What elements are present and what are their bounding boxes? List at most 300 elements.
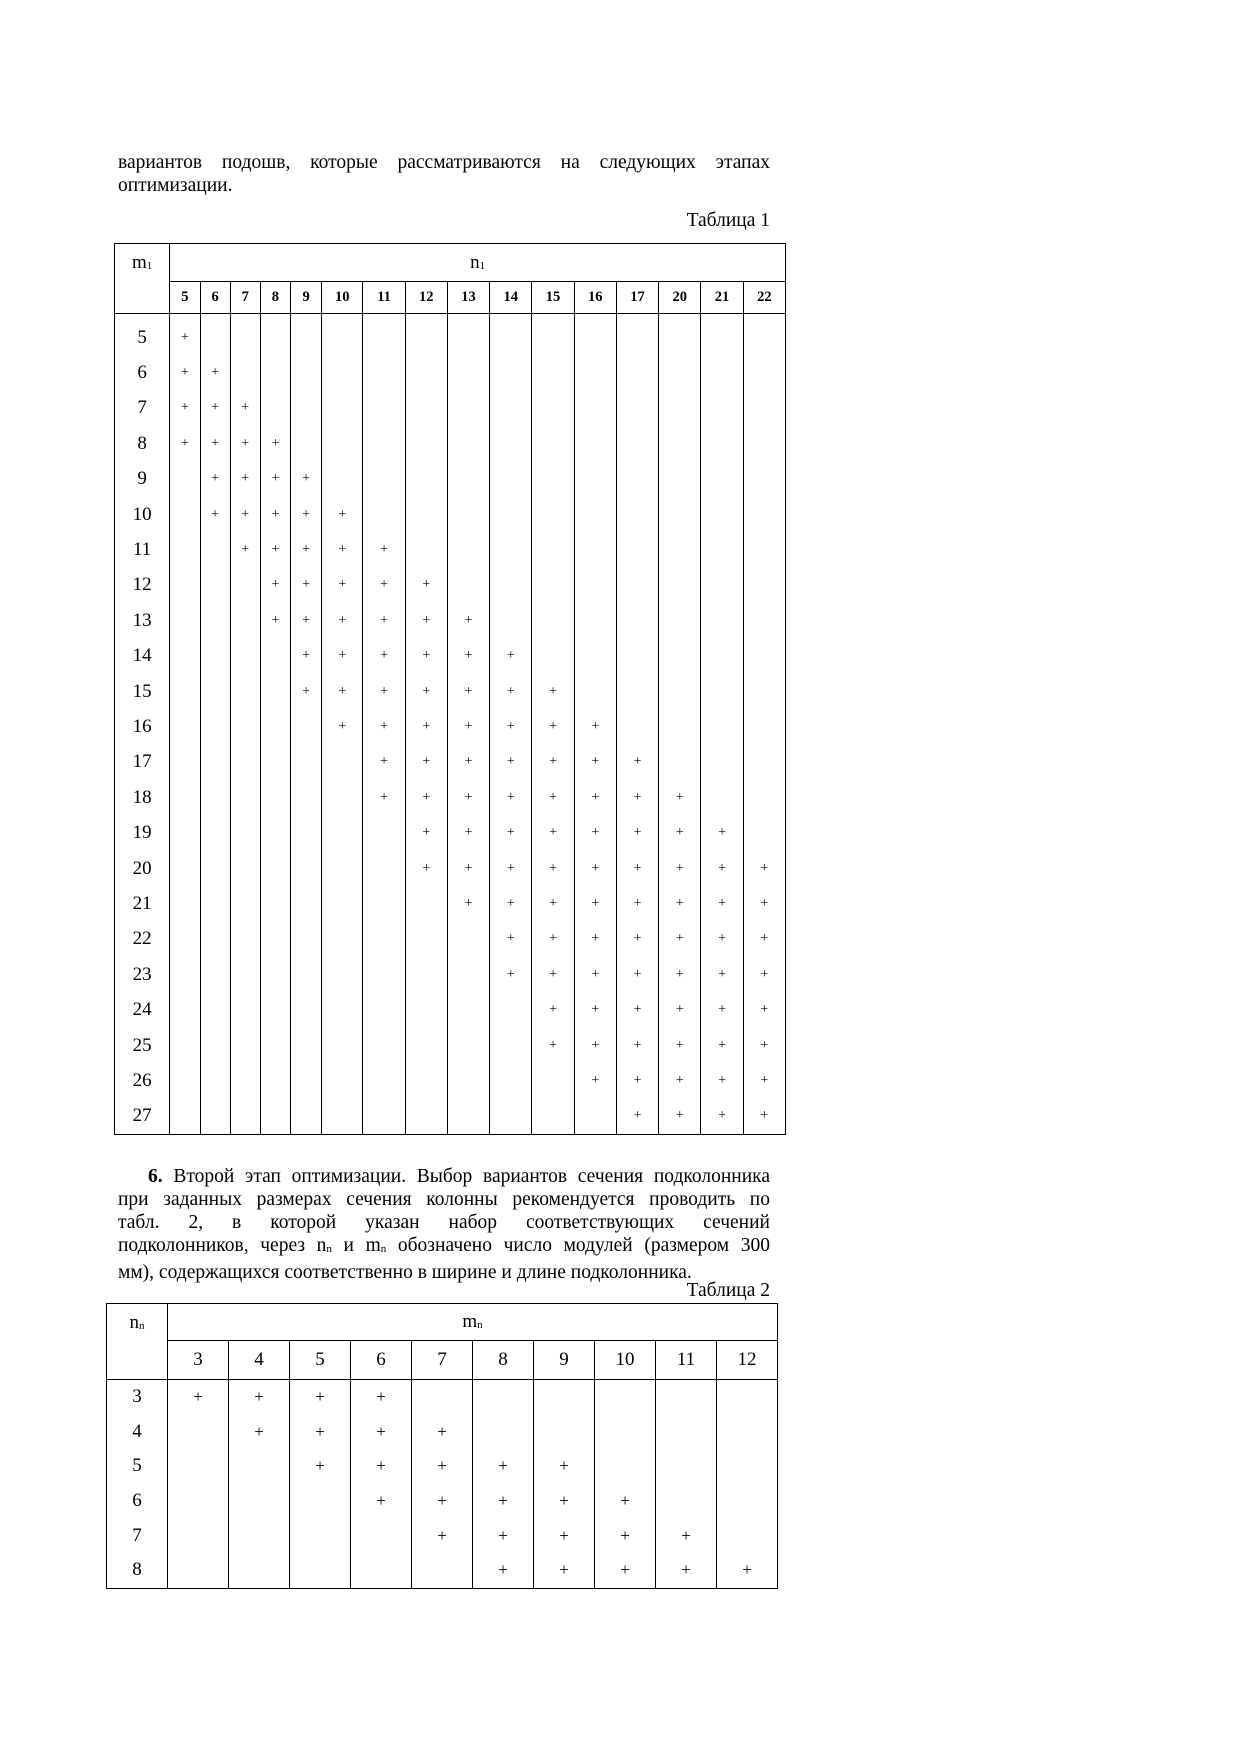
table2-cell: + bbox=[595, 1518, 656, 1553]
table1-cell bbox=[291, 391, 322, 426]
table1-cell bbox=[170, 780, 200, 815]
table1-row-label: 17 bbox=[115, 745, 170, 780]
table1-cell bbox=[260, 780, 290, 815]
table2-cell bbox=[717, 1518, 778, 1553]
table1-cell bbox=[170, 745, 200, 780]
table2-col-7: 7 bbox=[412, 1341, 473, 1380]
section6-line-3: табл. 2, в которой указан набор соответствующих сечений bbox=[118, 1212, 770, 1233]
table1-cell bbox=[532, 320, 574, 355]
table1-row-label: 21 bbox=[115, 886, 170, 921]
table1-cell bbox=[260, 886, 290, 921]
table2-row-label: 7 bbox=[107, 1518, 168, 1553]
table1-row-label: 25 bbox=[115, 1028, 170, 1063]
table1-cell bbox=[260, 391, 290, 426]
table1-cell bbox=[230, 1028, 260, 1063]
table1-cell bbox=[230, 815, 260, 850]
table1-cell: + bbox=[659, 992, 701, 1027]
table1-cell bbox=[322, 851, 363, 886]
table2-row-label: 5 bbox=[107, 1449, 168, 1484]
table1-cell: + bbox=[701, 1099, 743, 1135]
table1-cell: + bbox=[532, 992, 574, 1027]
table1-cell bbox=[743, 355, 785, 390]
table1-row-label: 15 bbox=[115, 674, 170, 709]
table1-cell: + bbox=[322, 639, 363, 674]
table-row bbox=[115, 922, 786, 957]
table2-col-3: 3 bbox=[168, 1341, 229, 1380]
table1-cell: + bbox=[616, 851, 658, 886]
table1-cell: + bbox=[405, 674, 447, 709]
table1-col-header-sub: 1 bbox=[479, 259, 486, 272]
table1-cell bbox=[230, 1063, 260, 1098]
table1-cell bbox=[291, 745, 322, 780]
table1-col-header bbox=[170, 244, 786, 282]
table1-cell: + bbox=[291, 532, 322, 567]
table1-cell: + bbox=[322, 532, 363, 567]
table1-cell bbox=[230, 1099, 260, 1135]
table1-cell bbox=[659, 497, 701, 532]
table1-cell bbox=[447, 957, 489, 992]
table2-cell bbox=[717, 1415, 778, 1450]
table-row bbox=[107, 1518, 778, 1553]
table1-cell bbox=[743, 603, 785, 638]
table1-cell bbox=[490, 532, 532, 567]
table1-cell: + bbox=[200, 391, 230, 426]
table1-cell bbox=[532, 1099, 574, 1135]
table1-cell: + bbox=[363, 532, 405, 567]
table1-cell bbox=[490, 1028, 532, 1063]
table1-row-header-text: m bbox=[132, 252, 147, 273]
table1-cell bbox=[701, 532, 743, 567]
table1-cell bbox=[447, 391, 489, 426]
table2-cell bbox=[168, 1449, 229, 1484]
table1-cell bbox=[200, 1063, 230, 1098]
table1-cell bbox=[574, 639, 616, 674]
table1-cell bbox=[659, 568, 701, 603]
table1-cell: + bbox=[291, 497, 322, 532]
table1-cell bbox=[616, 426, 658, 461]
table1-cell bbox=[322, 815, 363, 850]
table1-cell: + bbox=[659, 1028, 701, 1063]
table1-cell bbox=[743, 639, 785, 674]
table2-cell: + bbox=[290, 1449, 351, 1484]
table2-cell: + bbox=[656, 1553, 717, 1588]
table1-cell bbox=[574, 355, 616, 390]
table1-cell bbox=[743, 462, 785, 497]
table1-col-header-text: n bbox=[470, 251, 480, 273]
table1-cell: + bbox=[200, 426, 230, 461]
table1-cell: + bbox=[490, 745, 532, 780]
table1-cell bbox=[260, 745, 290, 780]
table1-cell bbox=[230, 851, 260, 886]
table1-cell bbox=[447, 532, 489, 567]
table1-cell: + bbox=[532, 957, 574, 992]
table1-cell: + bbox=[405, 815, 447, 850]
table1-cell: + bbox=[490, 886, 532, 921]
table2-cell: + bbox=[534, 1518, 595, 1553]
table1-cell bbox=[260, 1063, 290, 1098]
table1-cell: + bbox=[322, 674, 363, 709]
table1-cell: + bbox=[322, 568, 363, 603]
table1-cell bbox=[659, 674, 701, 709]
table1-row-label: 6 bbox=[115, 355, 170, 390]
table1-cell: + bbox=[701, 922, 743, 957]
table1-cell bbox=[291, 851, 322, 886]
section6-line-4c: обозначено число модулей (размером 300 bbox=[386, 1235, 771, 1256]
table1-cell: + bbox=[322, 709, 363, 744]
section6-line-5: мм), содержащихся соответственно в ширине и длине подколонника. bbox=[118, 1262, 692, 1283]
table1-cell bbox=[230, 355, 260, 390]
table1-cell bbox=[743, 815, 785, 850]
table1-cell: + bbox=[532, 780, 574, 815]
table1-row-label: 26 bbox=[115, 1063, 170, 1098]
table2-cell bbox=[351, 1553, 412, 1588]
table2-cell: + bbox=[351, 1449, 412, 1484]
table1-cell: + bbox=[230, 497, 260, 532]
table2-cell: + bbox=[351, 1415, 412, 1450]
table1-cell bbox=[200, 886, 230, 921]
table1-cell: + bbox=[447, 674, 489, 709]
table1-cell bbox=[291, 709, 322, 744]
table1-cell bbox=[405, 957, 447, 992]
table1-cell bbox=[616, 603, 658, 638]
table1-cell: + bbox=[170, 355, 200, 390]
table1-cell bbox=[322, 957, 363, 992]
table1-cell: + bbox=[743, 886, 785, 921]
table2-cell bbox=[229, 1518, 290, 1553]
table1-cell bbox=[701, 391, 743, 426]
table1-cell bbox=[616, 532, 658, 567]
table1-cell: + bbox=[490, 639, 532, 674]
table2-row-label: 4 bbox=[107, 1415, 168, 1450]
table1-cell: + bbox=[574, 815, 616, 850]
table1-cell bbox=[574, 568, 616, 603]
table1-col-20: 20 bbox=[659, 282, 701, 314]
table-row bbox=[115, 1099, 786, 1135]
table1-cell: + bbox=[490, 674, 532, 709]
table2-cell bbox=[290, 1484, 351, 1519]
table1-cell: + bbox=[490, 851, 532, 886]
table1-cell: + bbox=[200, 462, 230, 497]
table1-cell bbox=[170, 922, 200, 957]
table1-cell bbox=[260, 320, 290, 355]
table1-cell bbox=[170, 709, 200, 744]
table1-cell bbox=[490, 568, 532, 603]
table-row bbox=[115, 1028, 786, 1063]
table1-cell bbox=[170, 462, 200, 497]
table-row bbox=[115, 1063, 786, 1098]
table2-col-header-text: m bbox=[462, 1311, 478, 1332]
table1-col-15: 15 bbox=[532, 282, 574, 314]
table2-cell bbox=[229, 1449, 290, 1484]
table1-cell: + bbox=[616, 780, 658, 815]
table2-cell: + bbox=[473, 1553, 534, 1588]
table1-cell: + bbox=[743, 992, 785, 1027]
table1-cell bbox=[200, 1099, 230, 1135]
table2-cell bbox=[717, 1484, 778, 1519]
table-row bbox=[115, 320, 786, 355]
table1-cell bbox=[490, 355, 532, 390]
table1-row-header bbox=[115, 244, 170, 314]
table2-cell: + bbox=[290, 1380, 351, 1415]
table1-cell bbox=[170, 532, 200, 567]
table2-cell bbox=[168, 1484, 229, 1519]
table1-row-label: 13 bbox=[115, 603, 170, 638]
table1-cell bbox=[291, 320, 322, 355]
table1-cell: + bbox=[659, 957, 701, 992]
table1-row-label: 23 bbox=[115, 957, 170, 992]
table2-cell bbox=[351, 1518, 412, 1553]
table1-cell bbox=[659, 532, 701, 567]
table1-cell bbox=[743, 497, 785, 532]
table-row bbox=[115, 886, 786, 921]
table2-col-6: 6 bbox=[351, 1341, 412, 1380]
table1-cell bbox=[447, 426, 489, 461]
table1-cell: + bbox=[490, 957, 532, 992]
table2-cell bbox=[473, 1380, 534, 1415]
table1-cell: + bbox=[363, 639, 405, 674]
table1-cell bbox=[574, 497, 616, 532]
table1-cell bbox=[322, 426, 363, 461]
table1-cell bbox=[322, 462, 363, 497]
table1-cell bbox=[230, 780, 260, 815]
table1-cell bbox=[170, 497, 200, 532]
table1-cell: + bbox=[405, 709, 447, 744]
table1-cell bbox=[447, 1028, 489, 1063]
table1-cell: + bbox=[363, 603, 405, 638]
table1-cell bbox=[322, 886, 363, 921]
table1-cell bbox=[363, 992, 405, 1027]
table1-cell bbox=[170, 886, 200, 921]
table1-cell bbox=[322, 1063, 363, 1098]
table1-cell bbox=[447, 568, 489, 603]
table1-cell bbox=[230, 886, 260, 921]
table-row bbox=[115, 497, 786, 532]
table2-col-5: 5 bbox=[290, 1341, 351, 1380]
table1-cell: + bbox=[532, 815, 574, 850]
table1-cell: + bbox=[616, 922, 658, 957]
table-row bbox=[115, 674, 786, 709]
table1-cell bbox=[743, 709, 785, 744]
table1-cell bbox=[532, 391, 574, 426]
table1-cell: + bbox=[616, 815, 658, 850]
table1-cell bbox=[260, 1028, 290, 1063]
table1-col-16: 16 bbox=[574, 282, 616, 314]
table-row bbox=[115, 462, 786, 497]
table2-cell bbox=[168, 1553, 229, 1588]
table1-cell: + bbox=[743, 1063, 785, 1098]
table1-cell: + bbox=[532, 709, 574, 744]
table2-cell: + bbox=[229, 1415, 290, 1450]
table1-cell bbox=[574, 426, 616, 461]
table1-cell bbox=[260, 992, 290, 1027]
table1-cell bbox=[574, 462, 616, 497]
table1-col-6: 6 bbox=[200, 282, 230, 314]
table1-cell: + bbox=[659, 851, 701, 886]
table1-cell: + bbox=[291, 639, 322, 674]
table2-col-header-sub: n bbox=[477, 1319, 483, 1331]
table1-cell: + bbox=[616, 745, 658, 780]
table1-cell bbox=[200, 532, 230, 567]
table1-cell: + bbox=[659, 1063, 701, 1098]
table1-cell bbox=[616, 709, 658, 744]
table2 bbox=[106, 1303, 778, 1589]
table1-cell bbox=[532, 603, 574, 638]
table1-cell bbox=[170, 815, 200, 850]
table2-cell bbox=[717, 1380, 778, 1415]
table2-cell bbox=[717, 1449, 778, 1484]
table1-row-label: 27 bbox=[115, 1099, 170, 1135]
table1-cell: + bbox=[616, 957, 658, 992]
table1-cell: + bbox=[447, 815, 489, 850]
table1-col-22: 22 bbox=[743, 282, 785, 314]
table2-cell: + bbox=[534, 1553, 595, 1588]
table1-cell: + bbox=[574, 709, 616, 744]
table2-cell: + bbox=[229, 1380, 290, 1415]
table1-cell bbox=[532, 639, 574, 674]
table2-caption: Таблица 2 bbox=[686, 1280, 770, 1301]
table1-cell: + bbox=[447, 851, 489, 886]
table1-cell: + bbox=[701, 992, 743, 1027]
table1-cell: + bbox=[743, 851, 785, 886]
table1-cell bbox=[405, 1099, 447, 1135]
table1-cell bbox=[363, 320, 405, 355]
table-row bbox=[107, 1553, 778, 1588]
table-row bbox=[115, 851, 786, 886]
table1-col-7: 7 bbox=[230, 282, 260, 314]
table1-cell bbox=[363, 922, 405, 957]
section6-paragraph bbox=[118, 1165, 770, 1284]
table1-row-label: 9 bbox=[115, 462, 170, 497]
table1-cell: + bbox=[291, 462, 322, 497]
table1-cell bbox=[200, 674, 230, 709]
table1-cell: + bbox=[405, 780, 447, 815]
table2-cell: + bbox=[595, 1553, 656, 1588]
section6-line-1 bbox=[118, 1165, 770, 1188]
table1-cell bbox=[405, 497, 447, 532]
table-row bbox=[115, 603, 786, 638]
table2-row-header-text: n bbox=[129, 1312, 139, 1333]
table1-cell bbox=[574, 674, 616, 709]
table1-cell: + bbox=[574, 992, 616, 1027]
table1-cell bbox=[616, 639, 658, 674]
table1-cell bbox=[200, 922, 230, 957]
table1-cell bbox=[701, 603, 743, 638]
table1-col-8: 8 bbox=[260, 282, 290, 314]
table1-col-9: 9 bbox=[291, 282, 322, 314]
table1-cell: + bbox=[532, 1028, 574, 1063]
table1-cell: + bbox=[447, 745, 489, 780]
table1-row-label: 19 bbox=[115, 815, 170, 850]
table1-cell bbox=[701, 674, 743, 709]
table1-cell: + bbox=[363, 674, 405, 709]
table1-cell: + bbox=[490, 922, 532, 957]
table1-cell: + bbox=[170, 391, 200, 426]
table1-cell bbox=[659, 709, 701, 744]
table1-cell bbox=[200, 320, 230, 355]
table-row bbox=[115, 780, 786, 815]
table1-cell: + bbox=[701, 957, 743, 992]
table1-cell: + bbox=[291, 674, 322, 709]
table1-cell bbox=[322, 391, 363, 426]
table1-cell bbox=[743, 320, 785, 355]
table2-cell bbox=[229, 1553, 290, 1588]
table1-cell bbox=[574, 532, 616, 567]
table1-cell bbox=[291, 815, 322, 850]
table1-cell bbox=[532, 426, 574, 461]
table1-row-label: 18 bbox=[115, 780, 170, 815]
table1-cell bbox=[291, 922, 322, 957]
table1-cell: + bbox=[574, 851, 616, 886]
table1-cell bbox=[230, 568, 260, 603]
table2-cell: + bbox=[534, 1449, 595, 1484]
table1-cell bbox=[659, 745, 701, 780]
table1-cell: + bbox=[701, 1028, 743, 1063]
table1-cell bbox=[701, 709, 743, 744]
table-row bbox=[115, 639, 786, 674]
table1-row-label: 22 bbox=[115, 922, 170, 957]
table1-cell bbox=[322, 1099, 363, 1135]
table1-cell: + bbox=[701, 815, 743, 850]
table1-cell bbox=[170, 1099, 200, 1135]
table1-cell: + bbox=[447, 603, 489, 638]
table1-cell bbox=[490, 992, 532, 1027]
table1-row-label: 7 bbox=[115, 391, 170, 426]
table1-col-12: 12 bbox=[405, 282, 447, 314]
table1-cell bbox=[230, 320, 260, 355]
table1-cell bbox=[200, 603, 230, 638]
table1-cell bbox=[260, 1099, 290, 1135]
table1-cell bbox=[447, 497, 489, 532]
table1-cell bbox=[363, 815, 405, 850]
table-row bbox=[115, 568, 786, 603]
table1-cell: + bbox=[260, 462, 290, 497]
table1-cell: + bbox=[260, 497, 290, 532]
table1-cell bbox=[532, 1063, 574, 1098]
table1-cell bbox=[659, 462, 701, 497]
table1-cell bbox=[291, 355, 322, 390]
table1-cell bbox=[405, 532, 447, 567]
table2-cell: + bbox=[412, 1449, 473, 1484]
table1-cell: + bbox=[743, 922, 785, 957]
table1-cell: + bbox=[659, 815, 701, 850]
table-row bbox=[115, 355, 786, 390]
table1-row-label: 20 bbox=[115, 851, 170, 886]
table2-row-header bbox=[107, 1304, 168, 1380]
table2-cell: + bbox=[412, 1484, 473, 1519]
table1-cell bbox=[170, 603, 200, 638]
table1-cell bbox=[405, 320, 447, 355]
table1-cell: + bbox=[574, 745, 616, 780]
table2-cell bbox=[534, 1415, 595, 1450]
table2-col-12: 12 bbox=[717, 1341, 778, 1380]
table1-cell bbox=[200, 780, 230, 815]
table1-cell: + bbox=[532, 745, 574, 780]
table1-cell bbox=[490, 497, 532, 532]
table1-cell bbox=[260, 639, 290, 674]
table1-cell: + bbox=[490, 780, 532, 815]
table1-cell bbox=[170, 1028, 200, 1063]
table1-cell bbox=[322, 780, 363, 815]
table1-cell bbox=[616, 568, 658, 603]
table2-cell: + bbox=[351, 1380, 412, 1415]
table1-row-label: 5 bbox=[115, 320, 170, 355]
table1-cell bbox=[659, 355, 701, 390]
table1-cell: + bbox=[659, 886, 701, 921]
table1-cell: + bbox=[532, 851, 574, 886]
table1-cell bbox=[230, 709, 260, 744]
table1-cell: + bbox=[532, 674, 574, 709]
table1-cell bbox=[200, 639, 230, 674]
